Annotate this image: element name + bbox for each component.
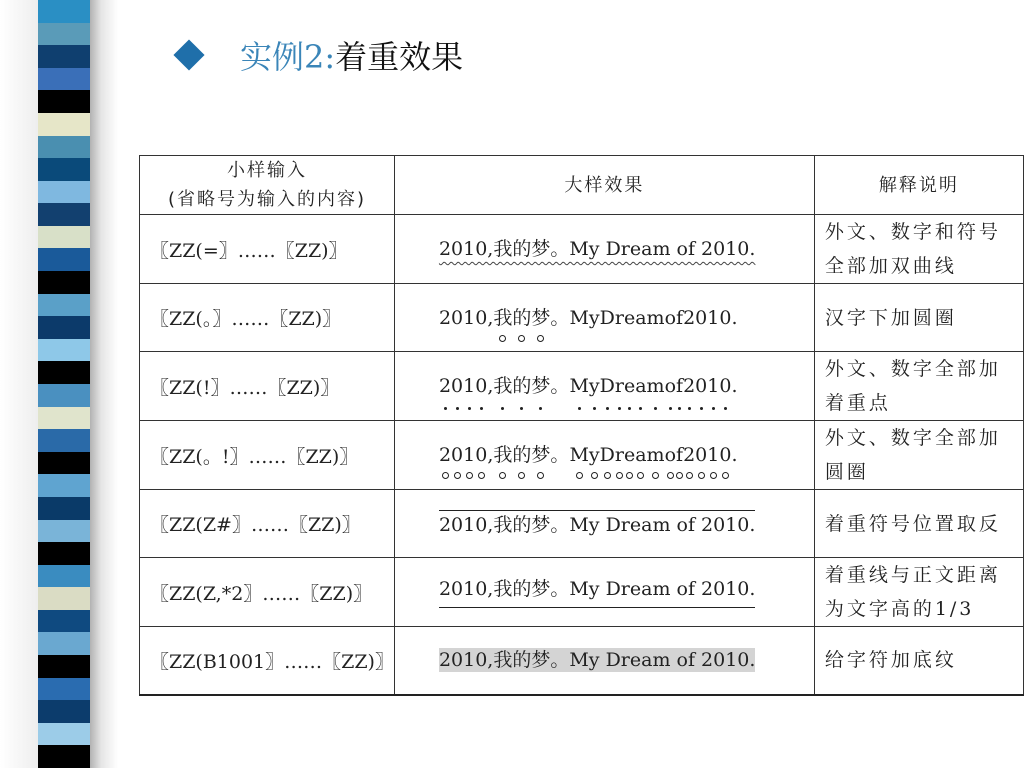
explanation-cell: 外文、数字和符号全部加双曲线 xyxy=(814,215,1023,284)
sample-cell xyxy=(394,490,814,558)
stripe-segment xyxy=(38,271,90,295)
stripe-shadow-left xyxy=(0,0,38,768)
explanation-cell: 外文、数字全部加圆圈 xyxy=(814,421,1023,490)
sample-char: 2 xyxy=(438,306,452,329)
sample-char: 0 xyxy=(695,306,708,329)
stripe-segment xyxy=(38,520,90,544)
sample-char: . xyxy=(731,444,738,466)
sample-char: 2 xyxy=(683,306,696,329)
table-row xyxy=(140,215,1024,284)
sample-char: 梦 xyxy=(531,306,551,329)
sample-char: 1 xyxy=(707,306,720,329)
sample-char: 梦 xyxy=(531,375,551,397)
sample-text: 2010,我的梦。My Dream of 2010. xyxy=(439,577,755,608)
sample-cell xyxy=(394,215,814,284)
sample-char: 。 xyxy=(550,375,570,397)
table-row xyxy=(140,627,1024,695)
stripe-segment xyxy=(38,678,90,702)
stripe-shadow xyxy=(90,0,118,768)
explanation-cell: 外文、数字全部加着重点 xyxy=(814,352,1023,421)
sample-char: D xyxy=(599,444,615,466)
sample-char: 1 xyxy=(463,375,476,397)
sample-char: 0 xyxy=(695,375,708,397)
stripe-segment xyxy=(38,248,90,272)
emphasis-effects-table xyxy=(139,155,1024,696)
sample-char: o xyxy=(664,375,677,397)
stripe-segment xyxy=(38,361,90,385)
sample-char: 0 xyxy=(451,306,464,329)
sample-char: 0 xyxy=(719,375,732,397)
sample-text xyxy=(439,306,738,330)
sample-char: m xyxy=(646,375,665,397)
sample-char: D xyxy=(599,375,615,397)
stripe-segment xyxy=(38,745,90,768)
sample-char: , xyxy=(487,306,494,329)
sample-char: 的 xyxy=(512,444,532,466)
stripe-segment xyxy=(38,181,90,205)
stripe-segment xyxy=(38,339,90,363)
stripe-segment xyxy=(38,587,90,611)
header-small-sample-line2: (省略号为输入的内容) xyxy=(167,189,366,210)
explanation-cell: 着重符号位置取反 xyxy=(814,490,1023,558)
sample-char: . xyxy=(731,375,738,397)
sample-char: 0 xyxy=(451,444,464,466)
sample-char: 。 xyxy=(550,444,570,466)
sample-text: 2010,我的梦。My Dream of 2010. xyxy=(438,649,756,672)
stripe-segment xyxy=(38,90,90,114)
stripe-segment xyxy=(38,497,90,521)
sample-text xyxy=(439,374,738,398)
stripe-segment xyxy=(38,542,90,566)
header-explanation: 解释说明 xyxy=(814,156,1023,215)
sample-text xyxy=(439,443,738,467)
table-row xyxy=(140,421,1024,490)
sample-char: a xyxy=(635,375,647,397)
stripe-segment xyxy=(38,474,90,498)
header-small-sample-line1: 小样输入 xyxy=(226,160,307,181)
sample-char: 1 xyxy=(463,306,476,329)
sample-cell xyxy=(394,627,814,695)
stripe-segment xyxy=(38,632,90,656)
sample-char: 2 xyxy=(438,444,452,466)
table-row xyxy=(140,352,1024,421)
sample-char: y xyxy=(588,444,600,466)
sample-char: 的 xyxy=(512,306,532,329)
explanation-cell: 汉字下加圆圈 xyxy=(814,284,1023,352)
title-label: 实例2: xyxy=(240,38,336,76)
stripe-segment xyxy=(38,203,90,227)
stripe-segment xyxy=(38,158,90,182)
code-cell: 〖ZZ(。〗……〖ZZ)〗 xyxy=(140,284,395,352)
explanation-cell: 着重线与正文距离为文字高的1/3 xyxy=(814,558,1023,627)
sample-char: m xyxy=(646,306,665,329)
sample-char: f xyxy=(676,444,684,466)
stripe-segment xyxy=(38,294,90,318)
sample-char: 1 xyxy=(707,375,720,397)
header-large-sample: 大样效果 xyxy=(394,156,814,215)
sample-char: m xyxy=(646,444,665,466)
stripe-segment xyxy=(38,384,90,408)
sample-cell xyxy=(394,558,814,627)
sample-char: M xyxy=(569,306,589,329)
sample-char: M xyxy=(569,375,589,397)
code-cell: 〖ZZ(Z#〗……〖ZZ)〗 xyxy=(140,490,395,558)
sample-text: 2010,我的梦。My Dream of 2010. xyxy=(438,238,756,260)
sample-char: r xyxy=(614,375,624,397)
sample-cell xyxy=(394,352,814,421)
sample-char: 我 xyxy=(493,444,513,466)
sample-char: o xyxy=(664,444,677,466)
sample-cell xyxy=(394,421,814,490)
sample-char: 0 xyxy=(475,375,488,397)
sample-char: 的 xyxy=(512,375,532,397)
decorative-stripe-band xyxy=(38,0,90,768)
sample-char: o xyxy=(664,306,677,329)
stripe-segment xyxy=(38,45,90,69)
sample-char: r xyxy=(614,306,624,329)
table-row xyxy=(140,558,1024,627)
stripe-segment xyxy=(38,136,90,160)
stripe-segment xyxy=(38,316,90,340)
stripe-segment xyxy=(38,429,90,453)
table-row xyxy=(140,284,1024,352)
sample-char: M xyxy=(569,444,589,466)
stripe-segment xyxy=(38,407,90,431)
sample-char: f xyxy=(676,306,684,329)
stripe-segment xyxy=(38,723,90,747)
stripe-segment xyxy=(38,565,90,589)
sample-text: 2010,我的梦。My Dream of 2010. xyxy=(439,510,755,537)
sample-char: 1 xyxy=(463,444,476,466)
sample-char: D xyxy=(599,306,615,329)
explanation-cell: 给字符加底纹 xyxy=(814,627,1023,695)
stripe-segment xyxy=(38,68,90,92)
sample-char: 。 xyxy=(550,306,570,329)
table-row xyxy=(140,490,1024,558)
code-cell: 〖ZZ(Z,*2〗……〖ZZ)〗 xyxy=(140,558,395,627)
stripe-segment xyxy=(38,113,90,137)
code-cell: 〖ZZ(!〗……〖ZZ)〗 xyxy=(140,352,395,421)
slide-title xyxy=(172,30,463,80)
table-header-row xyxy=(140,156,1024,215)
sample-char: 0 xyxy=(475,306,488,329)
code-cell: 〖ZZ(=〗……〖ZZ)〗 xyxy=(140,215,395,284)
sample-char: e xyxy=(623,444,636,466)
code-cell: 〖ZZ(B1001〗……〖ZZ)〗 xyxy=(140,627,395,695)
diamond-bullet-icon xyxy=(173,39,204,70)
sample-char: , xyxy=(487,444,494,466)
sample-char: 1 xyxy=(707,444,720,466)
table-body xyxy=(140,215,1024,695)
sample-char: e xyxy=(623,375,636,397)
sample-cell xyxy=(394,284,814,352)
code-cell: 〖ZZ(。!〗……〖ZZ)〗 xyxy=(140,421,395,490)
header-small-sample xyxy=(140,156,395,215)
sample-char: 我 xyxy=(493,375,513,397)
stripe-segment xyxy=(38,23,90,47)
sample-char: a xyxy=(635,306,647,329)
sample-char: 0 xyxy=(719,306,732,329)
sample-char: r xyxy=(614,444,624,466)
stripe-segment xyxy=(38,655,90,679)
sample-char: . xyxy=(731,306,738,329)
sample-char: 2 xyxy=(683,375,696,397)
sample-char: 梦 xyxy=(531,444,551,466)
sample-char: 0 xyxy=(451,375,464,397)
sample-char: 我 xyxy=(493,306,513,329)
sample-char: 2 xyxy=(438,375,452,397)
sample-char: 0 xyxy=(475,444,488,466)
stripe-segment xyxy=(38,452,90,476)
sample-char: a xyxy=(635,444,647,466)
sample-char: e xyxy=(623,306,636,329)
sample-char: 0 xyxy=(719,444,732,466)
sample-char: y xyxy=(588,306,600,329)
sample-char: , xyxy=(487,375,494,397)
stripe-segment xyxy=(38,0,90,24)
sample-char: 0 xyxy=(695,444,708,466)
sample-char: 2 xyxy=(683,444,696,466)
stripe-segment xyxy=(38,226,90,250)
title-text: 着重效果 xyxy=(335,38,464,76)
sample-char: y xyxy=(588,375,600,397)
stripe-segment xyxy=(38,610,90,634)
stripe-segment xyxy=(38,700,90,724)
sample-char: f xyxy=(676,375,684,397)
